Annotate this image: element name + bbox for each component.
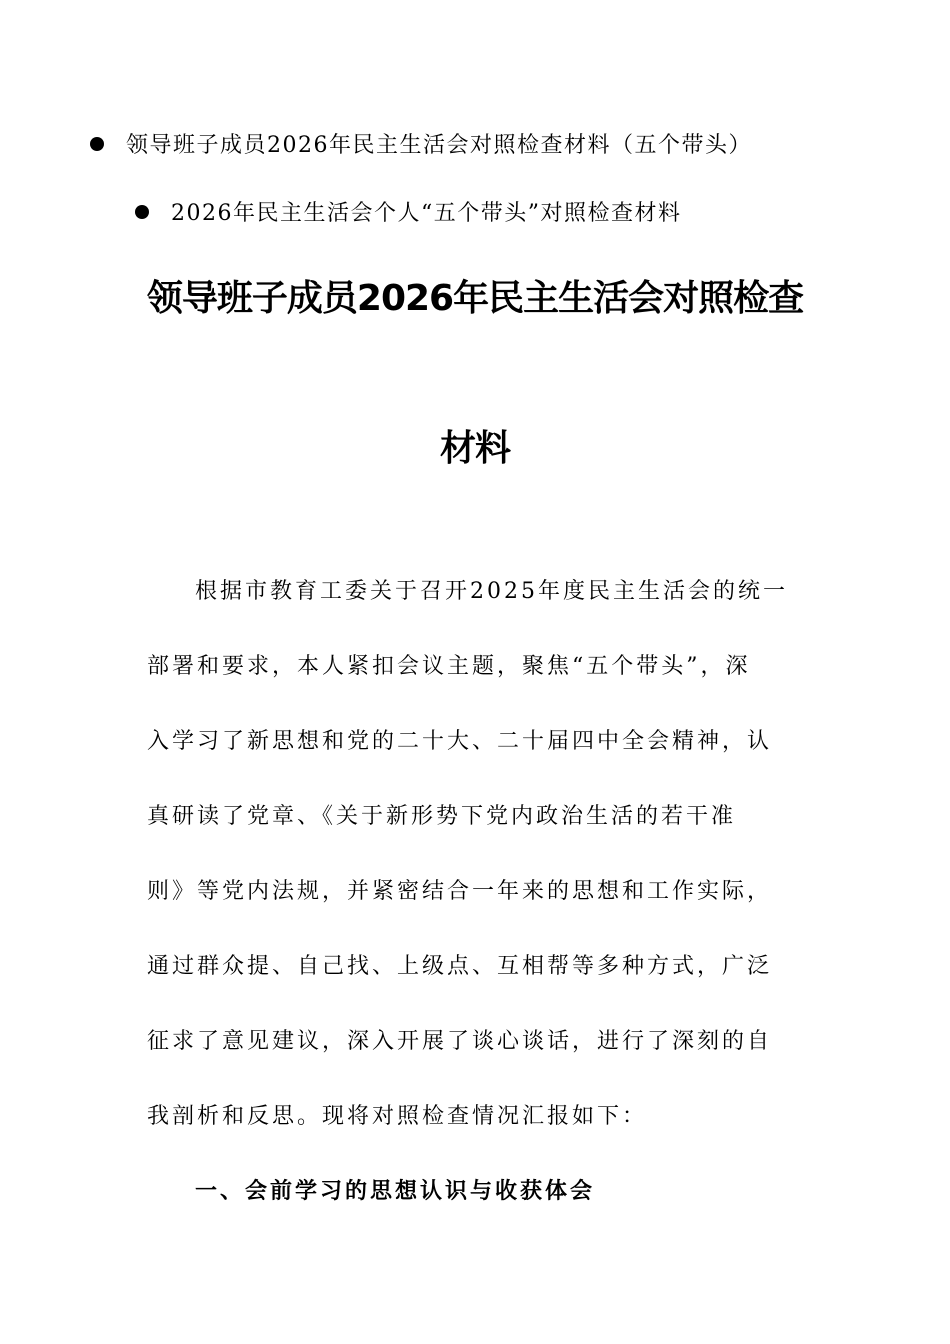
section-heading: 一、会前学习的思想认识与收获体会	[195, 1178, 596, 1204]
document-title-line-1: 领导班子成员2026年民主生活会对照检查	[146, 278, 804, 319]
bullet-icon	[90, 137, 104, 151]
body-paragraph-line: 真研读了党章、《关于新形势下党内政治生活的若干准	[147, 804, 737, 829]
toc-item-1-text: 领导班子成员2026年民主生活会对照检查材料（五个带头）	[126, 133, 752, 158]
toc-item-1	[90, 128, 752, 159]
body-paragraph-line: 征求了意见建议，深入开展了谈心谈话，进行了深刻的自	[147, 1029, 773, 1054]
body-paragraph-line: 根据市教育工委关于召开2025年度民主生活会的统一	[195, 579, 788, 604]
body-paragraph-line: 部署和要求，本人紧扣会议主题，聚焦“五个带头”，深	[147, 654, 751, 679]
body-paragraph-line: 则》等党内法规，并紧密结合一年来的思想和工作实际，	[147, 879, 773, 904]
body-paragraph-line: 入学习了新思想和党的二十大、二十届四中全会精神，认	[147, 729, 773, 754]
toc-item-2-text: 2026年民主生活会个人“五个带头”对照检查材料	[171, 201, 682, 226]
body-paragraph-line: 我剖析和反思。现将对照检查情况汇报如下：	[147, 1104, 648, 1129]
document-title-line-2: 材料	[439, 428, 510, 469]
body-paragraph-line: 通过群众提、自己找、上级点、互相帮等多种方式，广泛	[147, 954, 773, 979]
bullet-icon	[135, 205, 149, 219]
toc-item-2	[135, 196, 681, 227]
